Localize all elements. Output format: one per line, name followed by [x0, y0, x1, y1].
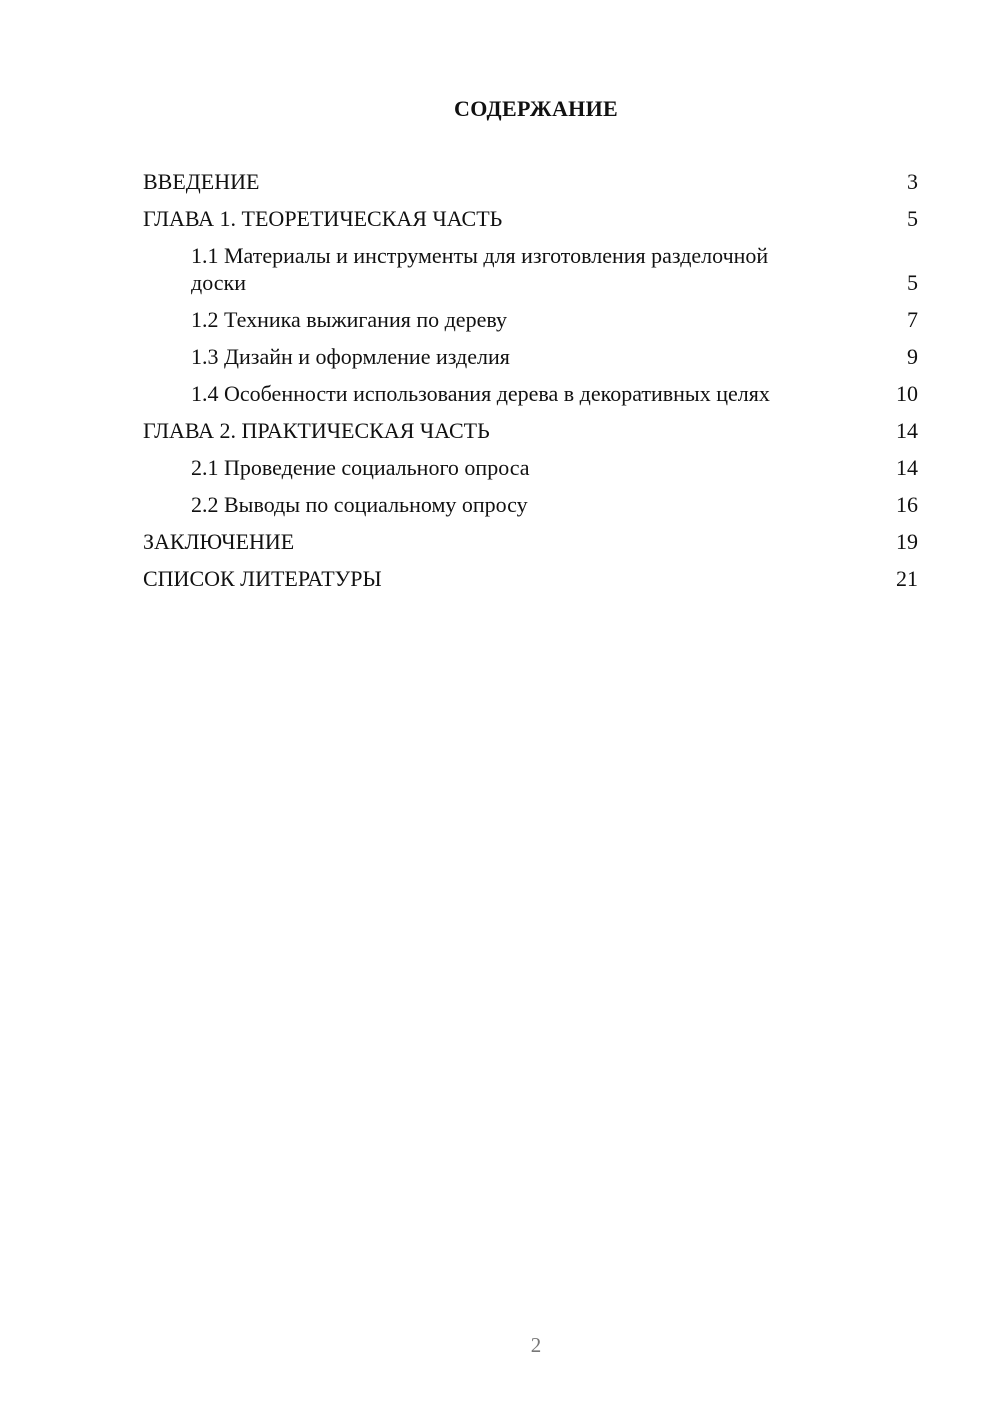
toc-entry-section-2-2 — [143, 491, 918, 518]
toc-entry-label: 2.2 Выводы по социальному опросу — [191, 492, 528, 517]
toc-entry-page: 21 — [896, 566, 918, 591]
toc-entry-page: 3 — [907, 169, 918, 194]
toc-entry-label: ГЛАВА 2. ПРАКТИЧЕСКАЯ ЧАСТЬ — [143, 418, 490, 443]
toc-entry-label: СПИСОК ЛИТЕРАТУРЫ — [143, 566, 382, 591]
toc-entry-label: 1.2 Техника выжигания по дереву — [191, 307, 507, 332]
toc-entry-page: 9 — [907, 344, 918, 369]
toc-entry-label: 1.1 Материалы и инструменты для изготовления разделочной доски — [191, 243, 769, 295]
toc-entry-conclusion — [143, 528, 918, 555]
page-title: СОДЕРЖАНИЕ — [454, 96, 618, 121]
toc-entry-label: 1.4 Особенности использования дерева в декоративных целях — [191, 381, 770, 406]
toc-entry-section-1-2 — [143, 306, 918, 333]
page-number: 2 — [530, 1333, 542, 1357]
toc-entry-page: 19 — [896, 529, 918, 554]
toc-entry-page: 7 — [907, 307, 918, 332]
toc-entry-label: ЗАКЛЮЧЕНИЕ — [143, 529, 295, 554]
toc-entry-introduction — [143, 168, 918, 195]
toc-entry-references — [143, 565, 918, 592]
toc-entry-label: ВВЕДЕНИЕ — [143, 169, 260, 194]
toc-entry-page: 5 — [907, 206, 918, 231]
toc-entry-section-1-1 — [143, 242, 918, 296]
toc-entry-section-1-3 — [143, 343, 918, 370]
toc-entry-page: 5 — [907, 270, 918, 295]
toc-entry-section-1-4 — [143, 380, 918, 407]
toc-entry-section-2-1 — [143, 454, 918, 481]
table-of-contents — [143, 168, 918, 602]
toc-entry-label: 2.1 Проведение социального опроса — [191, 455, 530, 480]
toc-entry-label: 1.3 Дизайн и оформление изделия — [191, 344, 510, 369]
toc-entry-chapter-2 — [143, 417, 918, 444]
toc-entry-label: ГЛАВА 1. ТЕОРЕТИЧЕСКАЯ ЧАСТЬ — [143, 206, 503, 231]
toc-entry-page: 14 — [896, 455, 918, 480]
toc-entry-page: 10 — [896, 381, 918, 406]
toc-entry-chapter-1 — [143, 205, 918, 232]
toc-entry-page: 16 — [896, 492, 918, 517]
toc-entry-page: 14 — [896, 418, 918, 443]
